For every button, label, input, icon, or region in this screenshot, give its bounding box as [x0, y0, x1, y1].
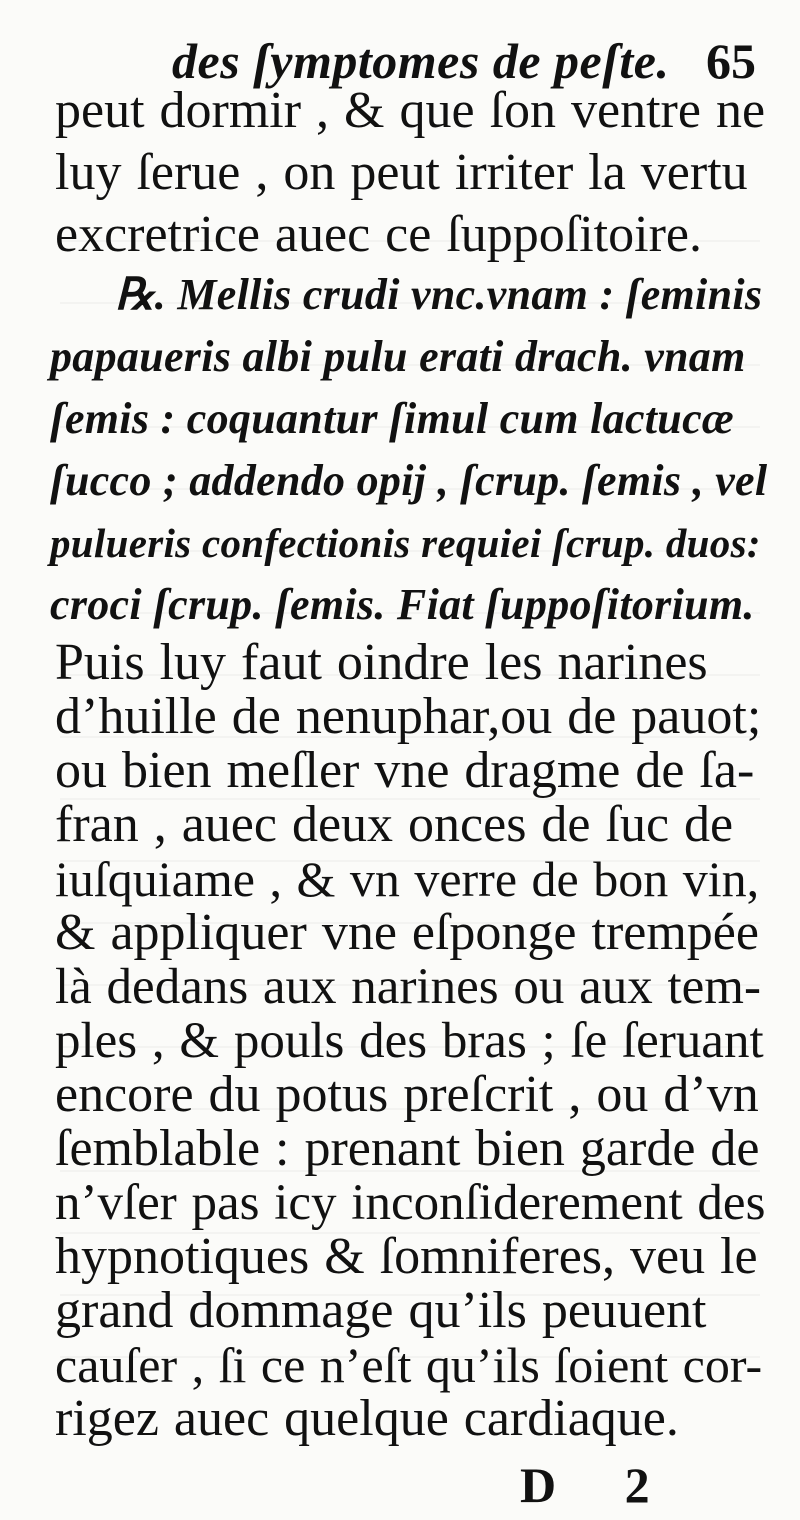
text-line: n’vſer pas icy inconſiderement des — [55, 1175, 766, 1231]
text-line: & appliquer vne eſponge trempée — [55, 904, 759, 961]
text-line: cauſer , ſi ce n’eſt qu’ils ſoient cor- — [55, 1337, 763, 1393]
text-line: fran , auec deux onces de ſuc de — [55, 796, 734, 853]
text-line: rigez auec quelque cardiaque. — [55, 1390, 679, 1447]
text-line: grand dommage qu’ils peuuent — [55, 1282, 707, 1339]
text-line: encore du potus preſcrit , ou d’vn — [55, 1066, 759, 1123]
text-line: là dedans aux narines ou aux tem- — [55, 959, 761, 1015]
text-line: ples , & pouls des bras ; ſe ſeruant — [55, 1013, 764, 1069]
recipe-line: pulueris confectionis requiei ſcrup. duos: — [50, 520, 761, 566]
text-line: ou bien meſler vne dragme de ſa- — [55, 742, 755, 799]
text-line: excretrice auec ce ſuppoſitoire. — [55, 206, 702, 263]
text-line: luy ſerue , on peut irriter la vertu — [55, 144, 748, 201]
text-line: peut dormir , & que ſon ventre ne — [55, 82, 766, 139]
recipe-line: ſemis : coquantur ſimul cum lactucæ — [50, 394, 734, 443]
running-title: des ſymptomes de peſte. — [172, 33, 670, 89]
recipe-line: papaueris albi pulu erati drach. vnam — [50, 332, 746, 381]
recipe-line: ſucco ; addendo opij , ſcrup. ſemis , vel — [50, 456, 768, 505]
text-line: ſemblable : prenant bien garde de — [55, 1120, 760, 1177]
recipe-line: croci ſcrup. ſemis. Fiat ſuppoſitorium. — [50, 580, 755, 629]
page-number: 65 — [706, 33, 756, 89]
text-line: hypnotiques & ſomniferes, veu le — [55, 1228, 758, 1285]
text-line: Puis luy faut oindre les narines — [55, 634, 708, 691]
signature-mark: D 2 — [520, 1457, 678, 1513]
text-line: d’huille de nenuphar,ou de pauot; — [55, 688, 762, 745]
recipe-line: ℞. Mellis crudi vnc.vnam : ſeminis — [115, 270, 763, 319]
text-line: iuſquiame , & vn verre de bon vin, — [55, 851, 760, 907]
